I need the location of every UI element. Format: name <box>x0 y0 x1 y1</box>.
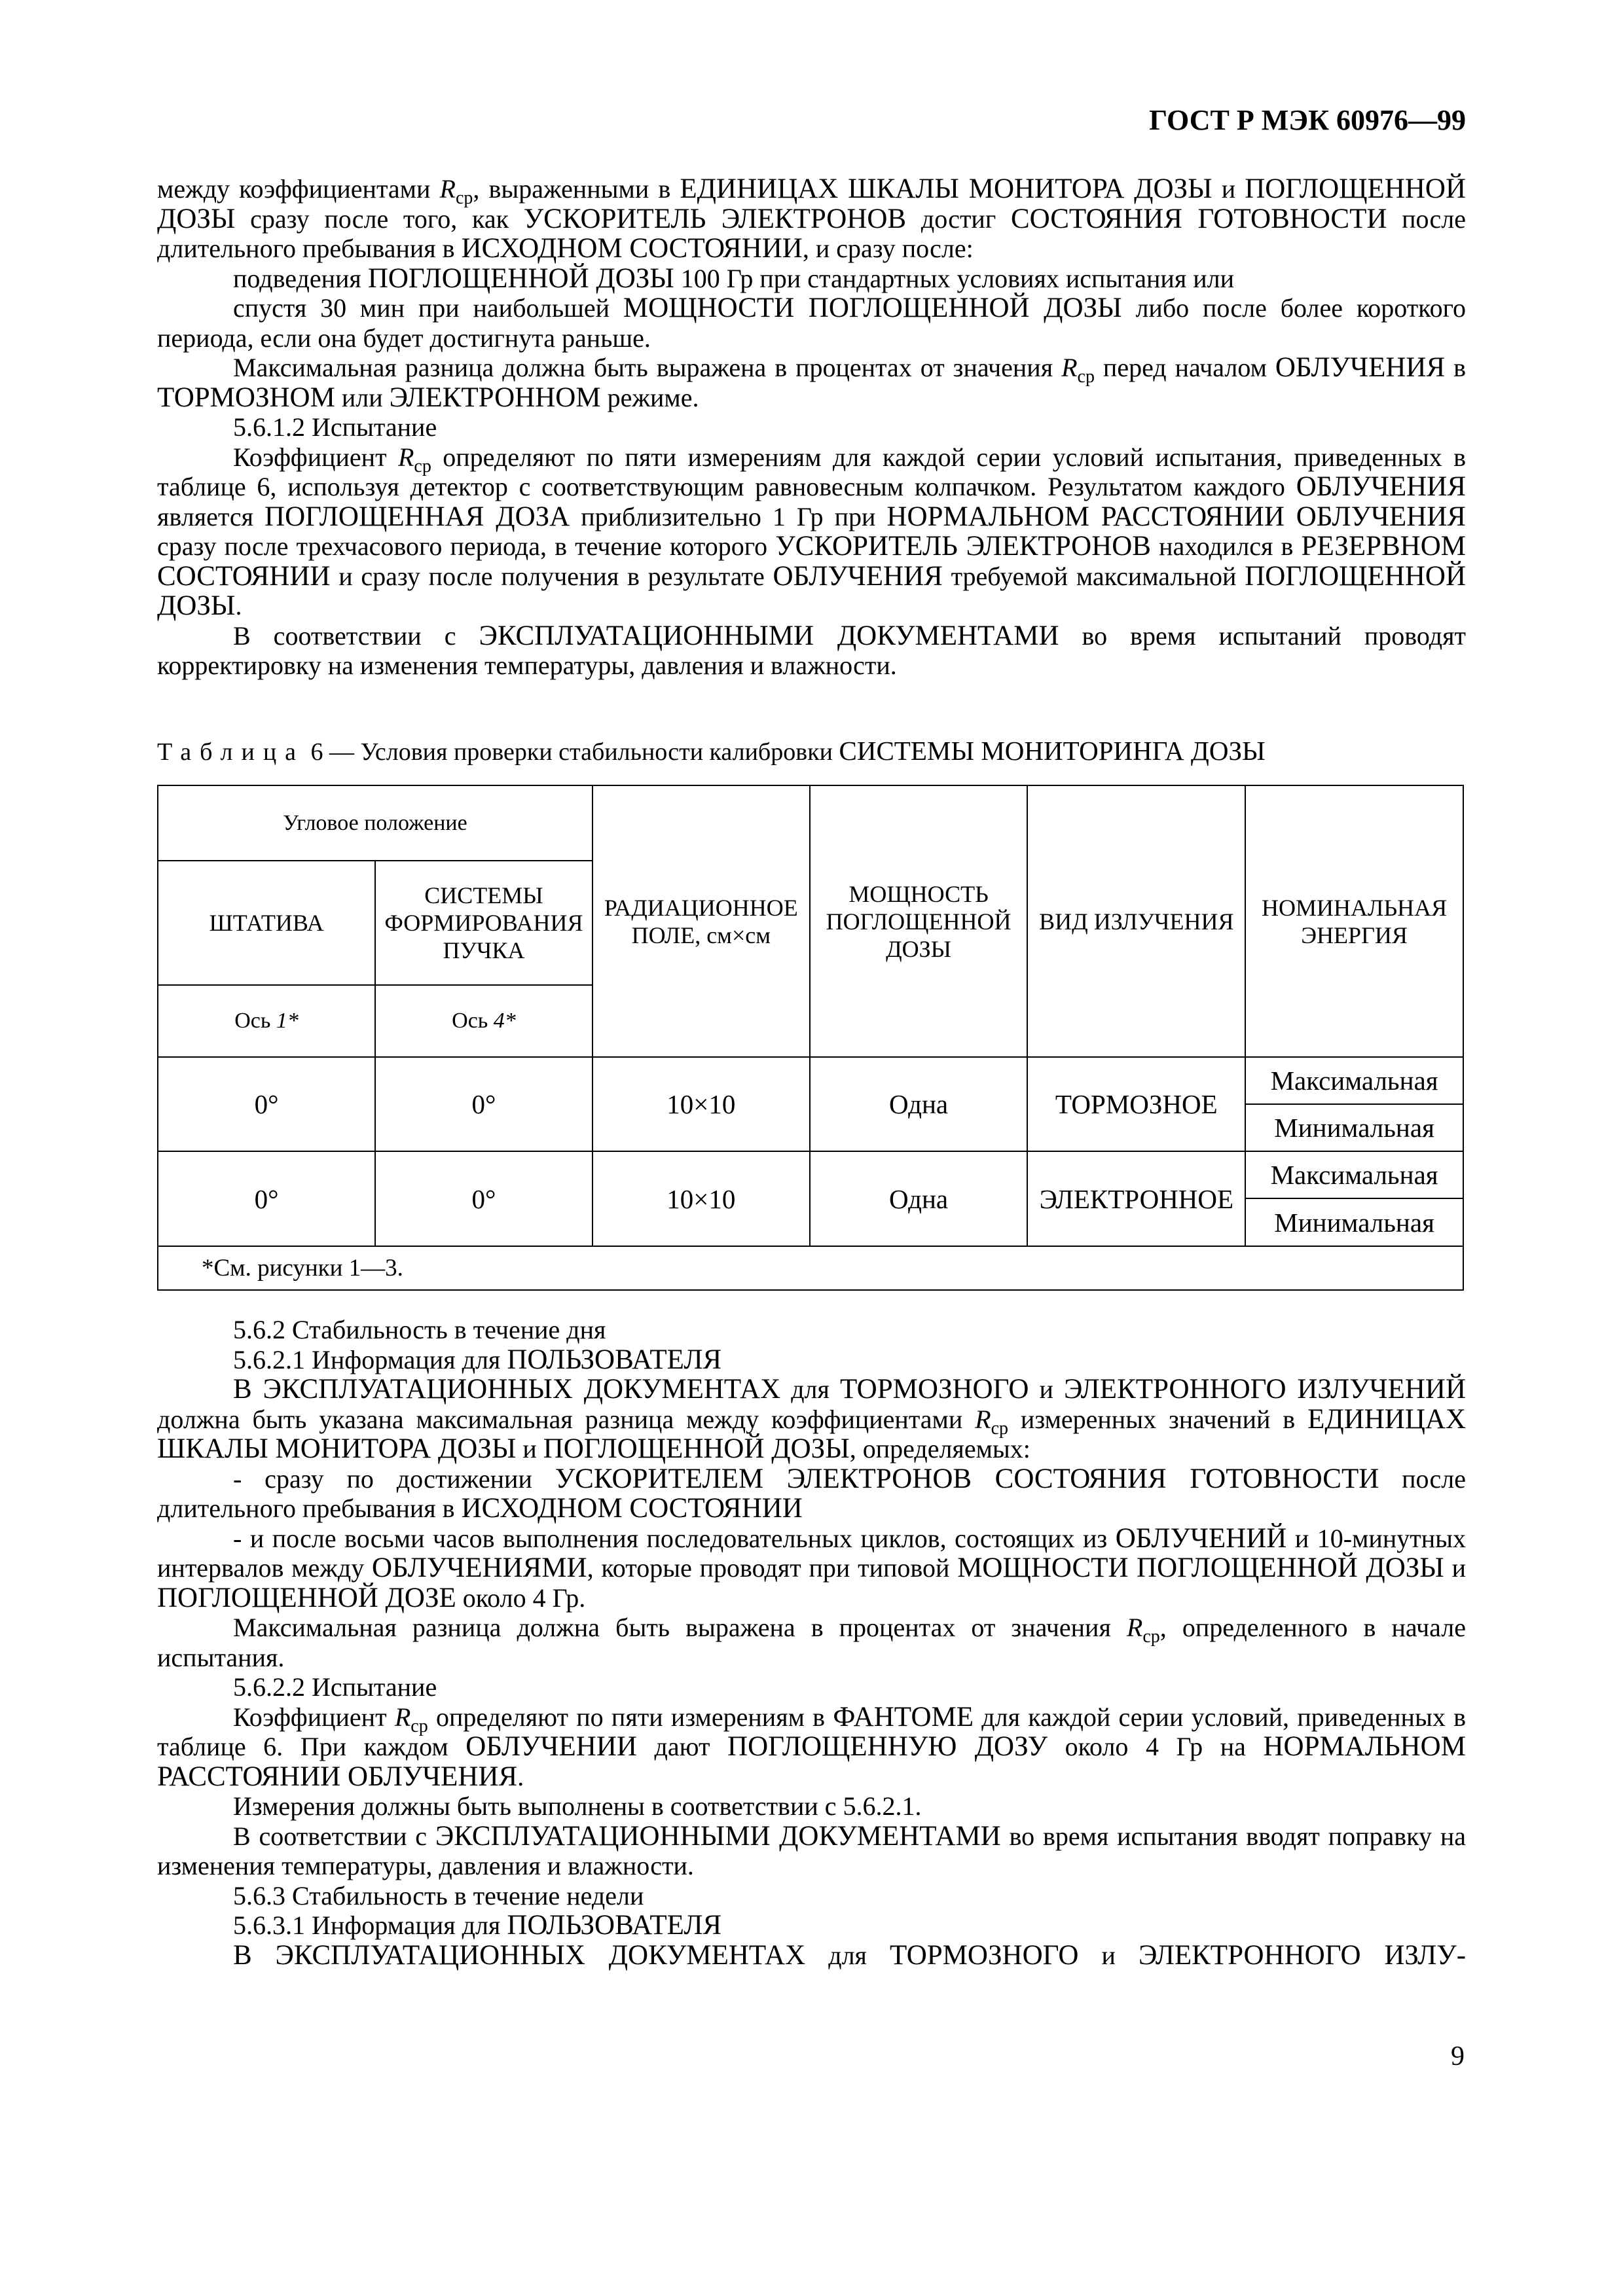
cell-energy-max: Максимальная <box>1245 1151 1463 1198</box>
table-caption: Таблица 6 — Условия проверки стабильности калибровки СИСТЕМЫ МОНИТОРИНГА ДОЗЫ <box>157 736 1266 766</box>
paragraph: Максимальная разница должна быть выражена в процентах от значения $R_{ср}$ перед началом ОБЛУЧЕНИЯ в ТОРМОЗНОМ или ЭЛЕКТРОННОМ режиме. <box>157 352 1467 413</box>
list-item: - сразу по достижении УСКОРИТЕЛЕМ ЭЛЕКТРОНОВ СОСТОЯНИЯ ГОТОВНОСТИ после длительного пребывания в ИСХОДНОМ СОСТОЯНИИ <box>157 1463 1466 1524</box>
header-angular-position: Угловое положение <box>158 785 593 861</box>
paragraph: подведения ПОГЛОЩЕННОЙ ДОЗЫ 100 Гр при стандартных условиях испытания или <box>233 262 1234 294</box>
cell-power: Одна <box>810 1151 1028 1246</box>
cell-field: 10×10 <box>593 1151 810 1246</box>
table-row <box>158 1057 1463 1104</box>
paragraph: Коэффициент $R_{ср}$ определяют по пяти измерениям для каждой серии условий испытания, приведенных в таблице 6, используя детектор с соответствующим равновесным колпачком. Результатом каждого ОБЛУЧЕНИЯ является ПОГЛОЩЕННАЯ ДОЗА приблизительно 1 Гр при НОРМАЛЬНОМ РАССТОЯНИИ ОБЛУЧЕНИЯ сразу после трехчасового периода, в течение которого УСКОРИТЕЛЬ ЭЛЕКТРОНОВ находился в РЕЗЕРВНОМ СОСТОЯНИИ и сразу после получения в результате ОБЛУЧЕНИЯ требуемой максимальной ПОГЛОЩЕННОЙ ДОЗЫ. <box>157 442 1466 621</box>
table-footnote: *См. рисунки 1—3. <box>158 1246 1463 1290</box>
cell-energy-min: Минимальная <box>1245 1198 1463 1246</box>
cell-energy-min: Минимальная <box>1245 1104 1463 1151</box>
paragraph: В соответствии с ЭКСПЛУАТАЦИОННЫМИ ДОКУМЕНТАМИ во время испытаний проводят корректировку на изменения температуры, давления и влажности. <box>157 620 1466 680</box>
cell-beam: 0° <box>375 1151 593 1246</box>
header-dose-rate: МОЩНОСТЬ ПОГЛОЩЕННОЙ ДОЗЫ <box>810 785 1028 1057</box>
paragraph: Максимальная разница должна быть выражена в процентах от значения $R_{ср}$, определенного в начале испытания. <box>157 1613 1466 1672</box>
cell-field: 10×10 <box>593 1057 810 1151</box>
cell-type: ЭЛЕКТРОННОЕ <box>1027 1151 1245 1246</box>
header-radiation-field: РАДИАЦИОННОЕ ПОЛЕ, см×см <box>593 785 810 1057</box>
section-heading: 5.6.2.2 Испытание <box>233 1672 437 1702</box>
section-heading: 5.6.1.2 Испытание <box>233 412 437 442</box>
cell-type: ТОРМОЗНОЕ <box>1027 1057 1245 1151</box>
header-radiation-type: ВИД ИЗЛУЧЕНИЯ <box>1027 785 1245 1057</box>
section-heading: 5.6.3.1 Информация для ПОЛЬЗОВАТЕЛЯ <box>233 1910 722 1941</box>
paragraph: Измерения должны быть выполнены в соответствии с 5.6.2.1. <box>233 1791 922 1821</box>
axis-4-label: Ось 4* <box>375 985 593 1057</box>
paragraph: спустя 30 мин при наибольшей МОЩНОСТИ ПОГЛОЩЕННОЙ ДОЗЫ либо после более короткого периода, если она будет достигнута раньше. <box>157 293 1466 353</box>
page-number: 9 <box>1451 2041 1465 2072</box>
calibration-stability-table <box>157 785 1464 1291</box>
cell-energy-max: Максимальная <box>1245 1057 1463 1104</box>
cell-beam: 0° <box>375 1057 593 1151</box>
axis-1-label: Ось 1* <box>158 985 375 1057</box>
document-header: ГОСТ Р МЭК 60976—99 <box>1149 104 1466 136</box>
cell-stand: 0° <box>158 1057 375 1151</box>
paragraph: В ЭКСПЛУАТАЦИОННЫХ ДОКУМЕНТАХ для ТОРМОЗНОГО и ЭЛЕКТРОННОГО ИЗЛУЧЕНИЙ должна быть указана максимальная разница между коэффициентами $R_{ср}$ измеренных значений в ЕДИНИЦАХ ШКАЛЫ МОНИТОРА ДОЗЫ и ПОГЛОЩЕННОЙ ДОЗЫ, определяемых: <box>157 1374 1467 1464</box>
section-heading: 5.6.2.1 Информация для ПОЛЬЗОВАТЕЛЯ <box>233 1344 722 1375</box>
paragraph: В ЭКСПЛУАТАЦИОННЫХ ДОКУМЕНТАХ для ТОРМОЗНОГО и ЭЛЕКТРОННОГО ИЗЛУ- <box>233 1939 1467 1971</box>
section-heading: 5.6.3 Стабильность в течение недели <box>233 1880 644 1910</box>
paragraph: В соответствии с ЭКСПЛУАТАЦИОННЫМИ ДОКУМЕНТАМИ во время испытания вводят поправку на изменения температуры, давления и влажности. <box>157 1820 1466 1880</box>
body-text-top <box>157 174 1466 681</box>
header-beam-system: СИСТЕМЫ ФОРМИРОВАНИЯ ПУЧКА <box>375 861 593 985</box>
body-text-bottom <box>157 1315 1466 1970</box>
cell-power: Одна <box>810 1057 1028 1151</box>
header-stand: ШТАТИВА <box>158 861 375 985</box>
header-nominal-energy: НОМИНАЛЬНАЯ ЭНЕРГИЯ <box>1245 785 1463 1057</box>
table-row <box>158 1151 1463 1198</box>
paragraph: Коэффициент $R_{ср}$ определяют по пяти измерениям в ФАНТОМЕ для каждой серии условий, приведенных в таблице 6. При каждом ОБЛУЧЕНИИ дают ПОГЛОЩЕННУЮ ДОЗУ около 4 Гр на НОРМАЛЬНОМ РАССТОЯНИИ ОБЛУЧЕНИЯ. <box>157 1701 1467 1792</box>
cell-stand: 0° <box>158 1151 375 1246</box>
paragraph: между коэффициентами $R_{ср}$, выраженными в ЕДИНИЦАХ ШКАЛЫ МОНИТОРА ДОЗЫ и ПОГЛОЩЕННОЙ ДОЗЫ сразу после того, как УСКОРИТЕЛЬ ЭЛЕКТРОНОВ достиг СОСТОЯНИЯ ГОТОВНОСТИ после длительного пребывания в ИСХОДНОМ СОСТОЯНИИ, и сразу после: <box>157 173 1466 264</box>
list-item: - и после восьми часов выполнения последовательных циклов, состоящих из ОБЛУЧЕНИЙ и 10-минутных интервалов между ОБЛУЧЕНИЯМИ, которые проводят при типовой МОЩНОСТИ ПОГЛОЩЕННОЙ ДОЗЫ и ПОГЛОЩЕННОЙ ДОЗЕ около 4 Гр. <box>157 1522 1467 1613</box>
section-heading: 5.6.2 Стабильность в течение дня <box>233 1315 606 1344</box>
